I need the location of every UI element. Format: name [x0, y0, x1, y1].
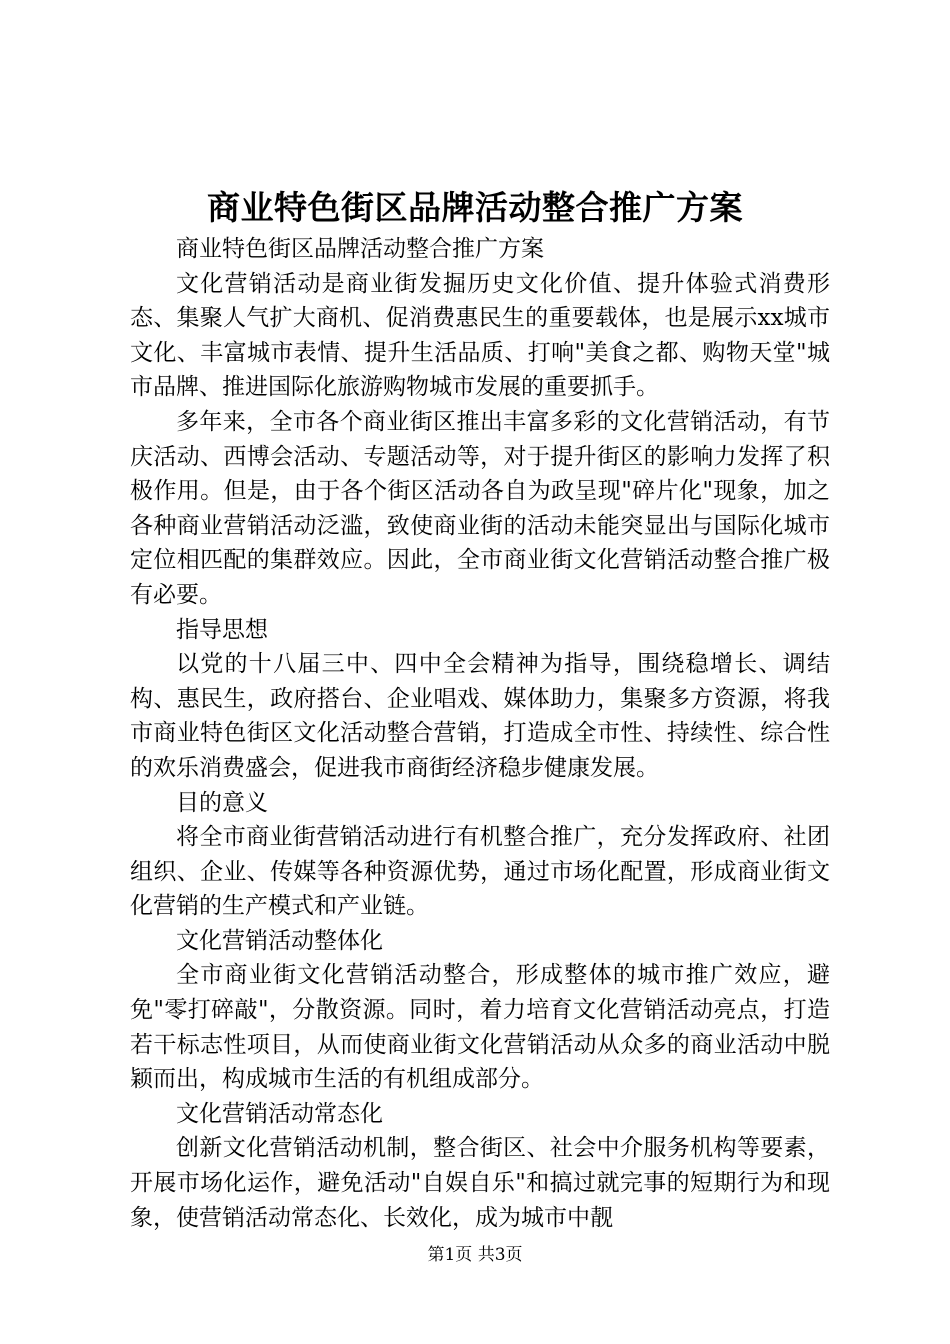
page-number-footer: 第1页 共3页: [427, 1245, 523, 1265]
paragraph-intro: 文化营销活动是商业街发掘历史文化价值、提升体验式消费形态、集聚人气扩大商机、促消费惠民生的重要载体，也是展示xx城市文化、丰富城市表情、提升生活品质、打响"美食之都、购物天堂"城市品牌、推进国际化旅游购物城市发展的重要抓手。: [130, 270, 830, 401]
paragraph-purpose: 将全市商业街营销活动进行有机整合推广，充分发挥政府、社团组织、企业、传媒等各种资源优势，通过市场化配置，形成商业街文化营销的生产模式和产业链。: [130, 824, 830, 920]
section-heading-guiding-thought: 指导思想: [176, 616, 268, 643]
paragraph-background: 多年来，全市各个商业街区推出丰富多彩的文化营销活动，有节庆活动、西博会活动、专题活动等，对于提升街区的影响力发挥了积极作用。但是，由于各个街区活动各自为政呈现"碎片化"现象，加之各种商业营销活动泛滥，致使商业街的活动未能突显出与国际化城市定位相匹配的集群效应。因此，全市商业街文化营销活动整合推广极有必要。: [130, 408, 830, 608]
document-body: [130, 232, 830, 1235]
section-heading-integration: 文化营销活动整体化: [176, 927, 383, 954]
section-heading-normalization: 文化营销活动常态化: [176, 1100, 383, 1127]
paragraph-normalization: 创新文化营销活动机制，整合街区、社会中介服务机构等要素，开展市场化运作，避免活动"自娱自乐"和搞过就完事的短期行为和现象，使营销活动常态化、长效化，成为城市中靓: [130, 1135, 830, 1231]
document-title: 商业特色街区品牌活动整合推广方案: [207, 188, 743, 227]
paragraph-guiding-thought: 以党的十八届三中、四中全会精神为指导，围绕稳增长、调结构、惠民生，政府搭台、企业唱戏、媒体助力，集聚多方资源，将我市商业特色街区文化活动整合营销，打造成全市性、持续性、综合性的欢乐消费盛会，促进我市商街经济稳步健康发展。: [130, 651, 830, 781]
section-heading-purpose: 目的意义: [176, 789, 268, 816]
paragraph-subtitle: 商业特色街区品牌活动整合推广方案: [176, 236, 544, 262]
paragraph-integration: 全市商业街文化营销活动整合，形成整体的城市推广效应，避免"零打碎敲"，分散资源。同时，着力培育文化营销活动亮点，打造若干标志性项目，从而使商业街文化营销活动从众多的商业活动中脱颖而出，构成城市生活的有机组成部分。: [130, 962, 830, 1093]
